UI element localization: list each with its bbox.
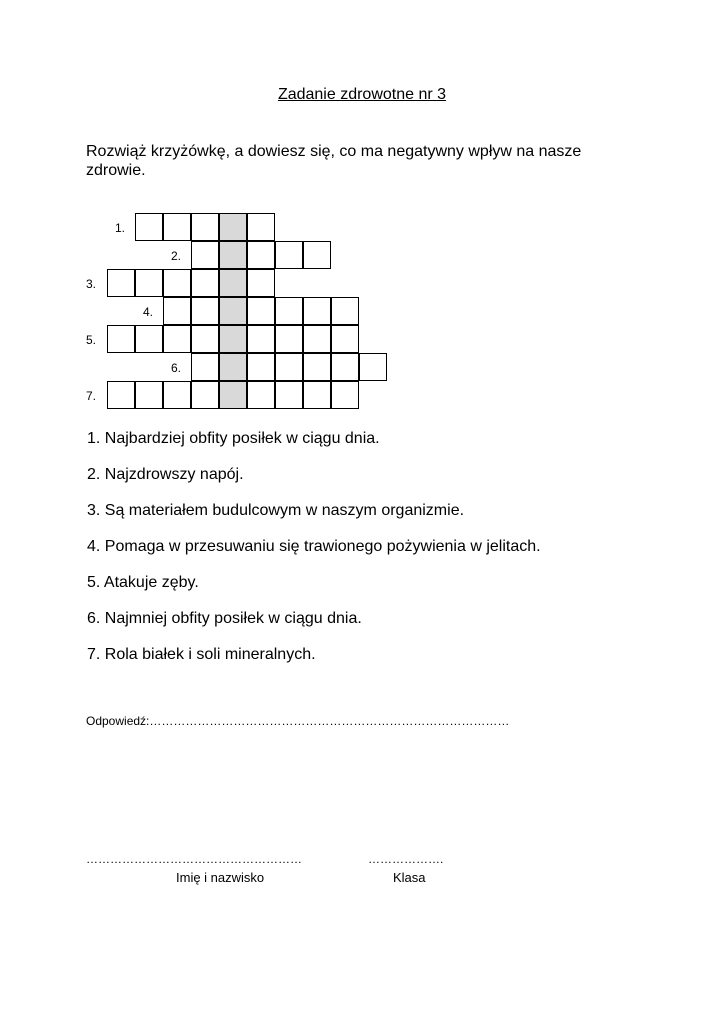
row-number-2: 2. <box>171 249 182 263</box>
row-number-1: 1. <box>115 221 126 235</box>
row-number-3: 3. <box>86 277 97 291</box>
crossword-cell-3-3[interactable] <box>163 269 191 297</box>
crossword-cell-1-5[interactable] <box>219 213 247 241</box>
crossword-cell-7-4[interactable] <box>191 381 219 409</box>
row-number-4: 4. <box>143 305 154 319</box>
crossword-cell-7-7[interactable] <box>275 381 303 409</box>
row-number-5: 5. <box>86 333 97 347</box>
clue-7: 7. Rola białek i soli mineralnych. <box>87 646 316 663</box>
crossword-cell-2-5[interactable] <box>219 241 247 269</box>
crossword-cell-2-8[interactable] <box>303 241 331 269</box>
clue-2: 2. Najzdrowszy napój. <box>87 466 244 483</box>
crossword-cell-5-6[interactable] <box>247 325 275 353</box>
page-title: Zadanie zdrowotne nr 3 <box>277 86 447 103</box>
crossword-cell-3-1[interactable] <box>107 269 135 297</box>
crossword-cell-5-2[interactable] <box>135 325 163 353</box>
crossword-cell-6-4[interactable] <box>191 353 219 381</box>
crossword-cell-1-4[interactable] <box>191 213 219 241</box>
crossword-cell-6-6[interactable] <box>247 353 275 381</box>
crossword-cell-5-7[interactable] <box>275 325 303 353</box>
crossword-cell-6-5[interactable] <box>219 353 247 381</box>
crossword-cell-2-6[interactable] <box>247 241 275 269</box>
crossword-cell-3-5[interactable] <box>219 269 247 297</box>
clue-4: 4. Pomaga w przesuwaniu się trawionego pożywienia w jelitach. <box>87 538 541 555</box>
crossword-cell-3-2[interactable] <box>135 269 163 297</box>
crossword-cell-4-8[interactable] <box>303 297 331 325</box>
crossword-cell-2-7[interactable] <box>275 241 303 269</box>
crossword-cell-2-4[interactable] <box>191 241 219 269</box>
crossword-cell-5-4[interactable] <box>191 325 219 353</box>
name-line[interactable]: ……………………………………………… <box>86 852 302 866</box>
crossword-cell-3-6[interactable] <box>247 269 275 297</box>
row-number-7: 7. <box>86 389 97 403</box>
row-number-6: 6. <box>171 361 182 375</box>
crossword-cell-5-8[interactable] <box>303 325 331 353</box>
crossword-cell-7-3[interactable] <box>163 381 191 409</box>
crossword-cell-1-2[interactable] <box>135 213 163 241</box>
name-label: Imię i nazwisko <box>176 870 265 885</box>
crossword-cell-6-9[interactable] <box>331 353 359 381</box>
crossword-cell-7-9[interactable] <box>331 381 359 409</box>
crossword-cell-7-8[interactable] <box>303 381 331 409</box>
crossword-cell-6-10[interactable] <box>359 353 387 381</box>
answer-line[interactable]: Odpowiedź:……………………………………………………………………………… <box>86 714 510 728</box>
crossword-cell-3-4[interactable] <box>191 269 219 297</box>
crossword-cell-6-7[interactable] <box>275 353 303 381</box>
clue-6: 6. Najmniej obfity posiłek w ciągu dnia. <box>87 610 362 627</box>
crossword-cell-1-6[interactable] <box>247 213 275 241</box>
crossword-cell-5-3[interactable] <box>163 325 191 353</box>
clue-3: 3. Są materiałem budulcowym w naszym organizmie. <box>87 502 465 519</box>
intro-text: Rozwiąż krzyżówkę, a dowiesz się, co ma negatywny wpływ na nasze zdrowie. <box>86 143 582 179</box>
crossword-cell-7-6[interactable] <box>247 381 275 409</box>
crossword-cell-7-2[interactable] <box>135 381 163 409</box>
crossword-cell-4-7[interactable] <box>275 297 303 325</box>
crossword-cell-5-1[interactable] <box>107 325 135 353</box>
crossword-cell-5-9[interactable] <box>331 325 359 353</box>
crossword-cell-4-5[interactable] <box>219 297 247 325</box>
class-line[interactable]: ………………. <box>368 852 444 866</box>
crossword-cell-4-3[interactable] <box>163 297 191 325</box>
clue-1: 1. Najbardziej obfity posiłek w ciągu dnia. <box>87 430 380 447</box>
class-label: Klasa <box>393 870 426 885</box>
crossword-cell-1-3[interactable] <box>163 213 191 241</box>
crossword-cell-6-8[interactable] <box>303 353 331 381</box>
crossword-cell-5-5[interactable] <box>219 325 247 353</box>
crossword-cell-7-5[interactable] <box>219 381 247 409</box>
crossword-cell-4-6[interactable] <box>247 297 275 325</box>
clue-5: 5. Atakuje zęby. <box>87 574 199 591</box>
crossword-cell-7-1[interactable] <box>107 381 135 409</box>
crossword-cell-4-9[interactable] <box>331 297 359 325</box>
crossword-cell-4-4[interactable] <box>191 297 219 325</box>
